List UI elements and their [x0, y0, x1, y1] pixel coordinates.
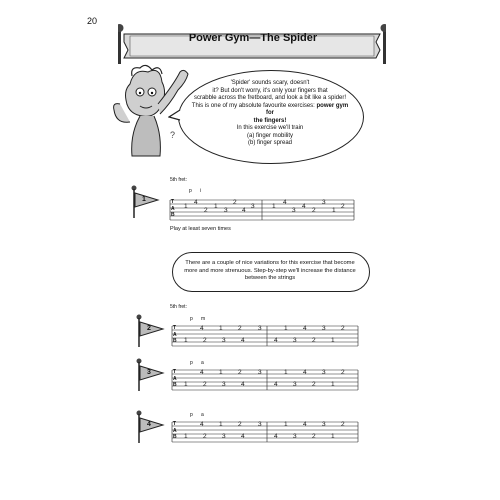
finger-p-2: p	[190, 316, 193, 322]
tab-note: 2	[203, 381, 207, 388]
tab-note: 2	[341, 421, 345, 428]
tab-note: 2	[341, 369, 345, 376]
tab-note: 1	[332, 207, 336, 214]
tab-note: 2	[341, 203, 345, 210]
tab-note: 3	[222, 381, 226, 388]
tab-note: 4	[194, 199, 198, 206]
tab-note: 4	[241, 337, 245, 344]
tab-note: 3	[322, 199, 326, 206]
tab-note: 1	[184, 433, 188, 440]
tab-note: 4	[303, 369, 307, 376]
tab-note: 4	[200, 421, 204, 428]
tab-note: 2	[312, 381, 316, 388]
exercise-flag-1	[128, 185, 168, 219]
tab-note: 1	[184, 381, 188, 388]
tab-note: 4	[302, 203, 306, 210]
tab-clef-2: T A B	[173, 325, 177, 344]
tab-note: 3	[322, 325, 326, 332]
finger-a-3: a	[201, 360, 204, 366]
tab-note: 2	[238, 325, 242, 332]
tab-note: 1	[184, 337, 188, 344]
finger-a-4: a	[201, 412, 204, 418]
tab-note: 3	[293, 337, 297, 344]
tab-note: 1	[272, 203, 276, 210]
tab-note: 2	[238, 369, 242, 376]
tab-note: 4	[274, 381, 278, 388]
svg-text:?: ?	[170, 130, 176, 140]
tab-note: 1	[184, 203, 188, 210]
tab-note: 3	[251, 203, 255, 210]
exercise-flag-4	[133, 410, 173, 444]
tab-note: 2	[203, 433, 207, 440]
tab-staff-3	[170, 368, 360, 392]
tab-note: 1	[284, 325, 288, 332]
speech-bubble-tail	[168, 108, 182, 124]
tab-note: 4	[200, 325, 204, 332]
page-title: Power Gym—The Spider	[188, 32, 318, 44]
exercise-number-1: 1	[142, 196, 146, 203]
tab-note: 1	[331, 381, 335, 388]
exercise-number-2: 2	[147, 325, 151, 332]
tab-note: 4	[241, 381, 245, 388]
finger-p-4: p	[190, 412, 193, 418]
tab-note: 4	[241, 433, 245, 440]
tab-note: 2	[204, 207, 208, 214]
exercise-number-4: 4	[147, 421, 151, 428]
tab-note: 3	[292, 207, 296, 214]
tab-note: 2	[312, 337, 316, 344]
tab-note: 3	[224, 207, 228, 214]
tab-note: 1	[284, 421, 288, 428]
tab-note: 1	[214, 203, 218, 210]
tab-staff-2	[170, 324, 360, 348]
tab-note: 2	[238, 421, 242, 428]
page-number: 20	[87, 16, 98, 26]
tab-clef-3: T A B	[173, 369, 177, 388]
tab-note: 4	[283, 199, 287, 206]
tab-clef-1: T A B	[171, 199, 175, 218]
tab-note: 2	[312, 207, 316, 214]
tab-note: 4	[200, 369, 204, 376]
finger-p-1: p	[189, 188, 192, 194]
speech-text: 'Spider' sounds scary, doesn't it? But don't worry, it's only your fingers that scrabble across the fretboard, and look a bit like a spider! This is one of my absolute favourite exercises: power gym for the fingers! In this exercise we'll train (a) finger mobility (b) finger spread	[191, 80, 349, 146]
tab-note: 4	[274, 337, 278, 344]
tab-note: 4	[303, 325, 307, 332]
finger-m-2: m	[201, 316, 206, 322]
fret-label-1: 5th fret:	[170, 177, 187, 183]
title-banner	[118, 22, 386, 66]
tab-note: 4	[274, 433, 278, 440]
tab-note: 3	[293, 433, 297, 440]
tab-note: 2	[341, 325, 345, 332]
tab-clef-4: T A B	[173, 421, 177, 440]
exercise-number-3: 3	[147, 369, 151, 376]
tab-note: 3	[258, 369, 262, 376]
tab-note: 3	[322, 369, 326, 376]
tab-note: 1	[331, 433, 335, 440]
tab-note: 3	[258, 325, 262, 332]
tab-note: 1	[219, 421, 223, 428]
tab-note: 3	[322, 421, 326, 428]
fret-label-2: 5th fret:	[170, 304, 187, 310]
info-box-text: There are a couple of nice variations for this exercise that become more and more strenuous. Step-by-step we'll increase the distance between the strings	[184, 260, 356, 281]
tab-note: 2	[203, 337, 207, 344]
tab-note: 3	[222, 337, 226, 344]
finger-i-1: i	[200, 188, 202, 194]
tab-note: 4	[303, 421, 307, 428]
exercise-flag-3	[133, 358, 173, 392]
finger-p-3: p	[190, 360, 193, 366]
tab-note: 3	[258, 421, 262, 428]
tab-note: 1	[331, 337, 335, 344]
tab-note: 1	[219, 325, 223, 332]
tab-note: 3	[222, 433, 226, 440]
tab-note: 4	[242, 207, 246, 214]
tab-note: 2	[312, 433, 316, 440]
exercise-flag-2	[133, 314, 173, 348]
tab-note: 2	[233, 199, 237, 206]
exercise-1-caption: Play at least seven times	[170, 226, 231, 232]
tab-note: 1	[219, 369, 223, 376]
tab-note: 3	[293, 381, 297, 388]
tab-note: 1	[284, 369, 288, 376]
tab-staff-4	[170, 420, 360, 444]
